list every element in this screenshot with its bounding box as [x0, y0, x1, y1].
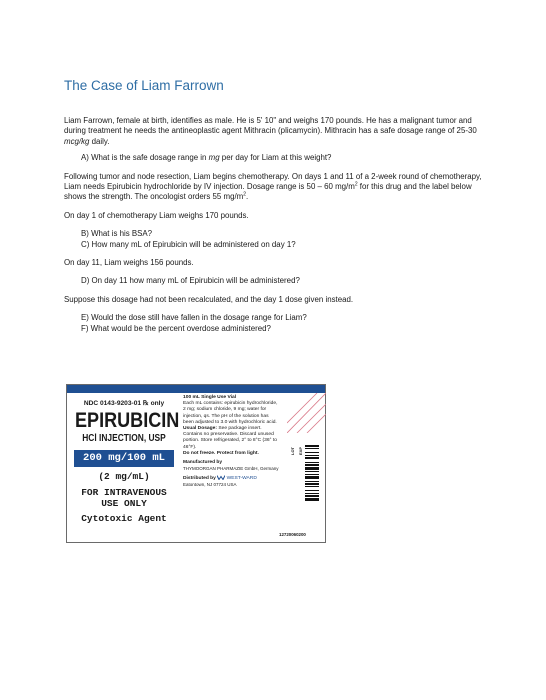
ndc-number: NDC 0143-9203-01 ℞ only — [83, 400, 165, 407]
hatched-corner-graphic — [287, 393, 326, 433]
drug-subname: HCl INJECTION, USP — [82, 433, 166, 444]
question-f: F) What would be the percent overdose administered? — [81, 323, 271, 333]
label-left-column — [67, 393, 181, 543]
label-top-bar — [67, 385, 325, 393]
preservative-text: Contains no preservative. Discard unused portion. Store refrigerated, 2° to 8°C (36° to 46°F). — [183, 432, 277, 450]
distributor-line: Distributed by WEST-WARD — [183, 476, 257, 482]
vial-size: 100 mL Single Use Vial — [183, 395, 237, 400]
day1-paragraph: On day 1 of chemotherapy Liam weighs 170 pounds. — [64, 210, 249, 220]
question-b: B) What is his BSA? — [81, 229, 153, 239]
question-a: A) What is the safe dosage range in mg per day for Liam at this weight? — [81, 153, 332, 163]
suppose-paragraph: Suppose this dosage had not been recalculated, and the day 1 dose given instead. — [64, 294, 354, 304]
route-text: FOR INTRAVENOUS USE ONLY — [81, 487, 167, 509]
drug-label-image — [66, 384, 326, 543]
contents-text: Each mL contains: epirubicin hydrochloride, 2 mg; sodium chloride, 9 mg; water for injection, qs. The pH of the solution has been adjusted to 3.0 with hydrochloric acid. — [183, 401, 278, 425]
no-freeze-text: Do not freeze. Protect from light. — [183, 450, 259, 456]
drug-name: EPIRUBICIN — [74, 409, 180, 432]
west-ward-logo-icon — [217, 475, 225, 480]
concentration: (2 mg/mL) — [98, 471, 150, 482]
document-body — [64, 116, 494, 334]
manufacturer-label: Manufactured by — [183, 460, 223, 466]
usual-dosage: Usual Dosage: See package insert. — [183, 426, 262, 432]
label-middle-column — [183, 395, 279, 489]
lot-label: LOT — [290, 447, 295, 455]
intro-paragraph: Liam Farrown, female at birth, identifies as male. He is 5' 10" and weighs 170 pounds. He has a malignant tumor and during treatment he needs the antineoplastic agent Mithracin (plicamycin). Mithracin has a safe dosage range of 25-30 mcg/kg daily. — [64, 116, 477, 146]
document-title: The Case of Liam Farrown — [64, 78, 224, 93]
strength-badge: 200 mg/100 mL — [74, 450, 174, 467]
question-e: E) Would the dose still have fallen in the dosage range for Liam? — [81, 313, 307, 323]
manufacturer-name: THYMOORGAN PHARMAZIE GmbH, Germany — [183, 466, 279, 472]
question-d: D) On day 11 how many mL of Epirubicin will be administered? — [81, 276, 300, 286]
distributor-address: Eatontown, NJ 07724 USA — [183, 482, 237, 488]
question-c: C) How many mL of Epirubicin will be administered on day 1? — [81, 239, 296, 249]
serial-number: 12720060200 — [279, 532, 306, 537]
exp-label: EXP — [298, 446, 303, 455]
cytotoxic-warning: Cytotoxic Agent — [81, 513, 167, 524]
barcode-icon — [305, 445, 319, 525]
chemo-paragraph: Following tumor and node resection, Liam begins chemotherapy. On days 1 and 11 of a 2-week round of chemotherapy, Liam needs Epirubicin hydrochloride by IV injection. Dosage range is 50 – 60 $mg/m^2$ for this drug and the label below shows the strength. The oncologist orders 55 $mg/m^2$. — [64, 171, 482, 202]
day11-paragraph: On day 11, Liam weighs 156 pounds. — [64, 258, 194, 268]
